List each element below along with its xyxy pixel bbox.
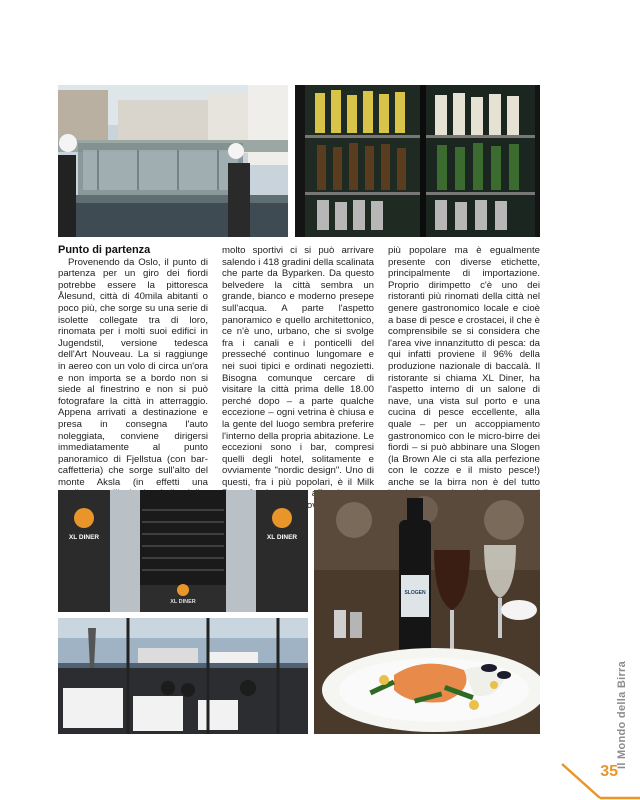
photo-beer-fridge: [295, 85, 540, 237]
sign-xl-diner-left: XL DINER: [68, 534, 100, 541]
sign-xl-diner-right: XL DINER: [266, 534, 298, 541]
article-column-2: [222, 245, 374, 523]
article-column-1: [58, 245, 208, 512]
photo-xl-diner-entrance: [58, 490, 308, 612]
photo-restaurant-interior: [58, 618, 308, 734]
section-heading: Punto di partenza: [58, 244, 151, 256]
column-3-text: più popolare ma è egualmente presente con diverse etichette, principalmente di importazione. Proprio dirimpetto c'è uno dei ristoranti più rinomati della città nel genere gastronomico locale e cioè a base di pesce e crostacei, il che è comprensibile se si considera che l'area vive innanzitutto di pesca: da qui infatti proviene il 96% della produzione nazionale di baccalà. Il ristorante si chiama XL Diner, ha l'aspetto interno di un salone di nave, una vista sul porto e una cucina di pesce eccellente, alla quale – per un accoppiamento gastronomico con le micro-birre dei fiordi – si può abbinare una Slogen (la Brown Ale ci sta alla perfezione con le cozze e il misto pesce!) anche se la birra non è del tutto: [388, 245, 540, 488]
column-1-text: Provenendo da Oslo, il punto di partenza per un giro dei fiordi potrebbe essere la pittoresca Ålesund, città di 40mila abitanti o poco più, che sorge su una serie di isolette collegate tra di loro, rinomata per i molti suoi edifici in Jugendstil, versione tedesca dell'Art Nouveau. La si raggiunge in aereo con un volo di circa un'ora e non importa se a bordo non si siede al finestrino e non si può fotografare la città in atterraggio. Appena arrivati a destinazione e presa in consegna l'auto noleggiata, conviene dirigersi immediatamente al punto panoramico di Fjellstua (con bar-caffetteria) che sorge sull'alto del monte Aksla (in effetti una: [58, 256, 208, 488]
magazine-title-text: Il Mondo della Birra: [616, 660, 628, 770]
page-number: 35: [600, 763, 618, 780]
photo-dinner-slogen: [314, 490, 540, 734]
photo-harbour: [58, 85, 288, 237]
column-2-text: molto sportivi ci si può arrivare salendo i 418 gradini della scalinata che parte da Byparken. Da questo belvedere la città sembra un grande, bianco e moderno presepe sull'acqua. A parte l'aspetto panoramico e quello architettonico, ce n'è uno, urbano, che si svolge fra i canali e i ponticelli del presseché continuo lungomare e nei suoi tipici e ordinati negozietti. Bisogna comunque cercare di visitare la città prima delle 18.00 perché dopo – a parte qualche eccezione – ogni vetrina è chiusa e la gente del luogo sembra preferire l'interno della propria abitazione. Le eccezioni sono i bar, compresi quelli degli hotel, solitamente e ovviamente "nordic design". Uno di questi, fra i più popolari, è il Milk dove: [222, 245, 375, 512]
doormat-xl-diner: XL DINER: [170, 599, 196, 605]
bottle-label-slogen: SLOGEN: [404, 590, 426, 596]
article-column-3: [388, 245, 540, 512]
